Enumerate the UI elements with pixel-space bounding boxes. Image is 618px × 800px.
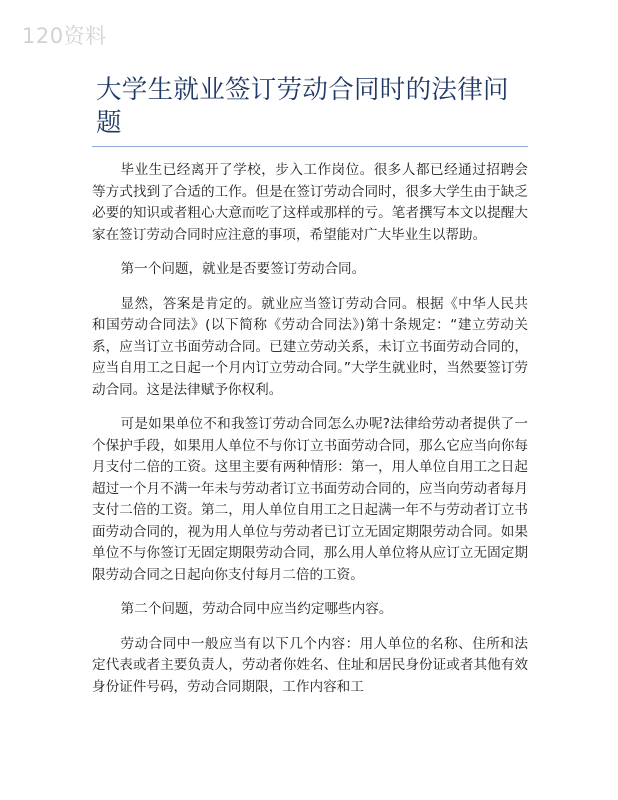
document-title: 大学生就业签订劳动合同时的法律问题 [92, 74, 528, 147]
paragraph-question-1: 第一个问题，就业是否要签订劳动合同。 [120, 261, 366, 277]
paragraph-question-2: 第二个问题，劳动合同中应当约定哪些内容。 [120, 601, 393, 617]
paragraph-answer-1: 显然，答案是肯定的。就业应当签订劳动合同。根据《中华人民共和国劳动合同法》(以下简称《劳动合同法》)第十条规定：“建立劳动关系，应当订立书面劳动合同。已建立劳动关系，未订立书面劳动合同的，应当自用工之日起一个月内订立劳动合同。”大学生就业时，当然要签订劳动合同。这是法律赋予你权利。 [92, 295, 528, 398]
paragraph-double-wage: 可是如果单位不和我签订劳动合同怎么办呢?法律给劳动者提供了一个保护手段，如果用人单位不与你订立书面劳动合同，那么它应当向你每月支付二倍的工资。这里主要有两种情形：第一，用人单位自用工之日起超过一个月不满一年未与劳动者订立书面劳动合同的，应当向劳动者每月支付二倍的工资。第二，用人单位自用工之日起满一年不与劳动者订立书面劳动合同的，视为用人单位与劳动者已订立无固定期限劳动合同。如果单位不与你签订无固定期限劳动合同，那么用人单位将从应订立无固定期限劳动合同之日起向你支付每月二倍的工资。 [92, 416, 528, 583]
document-body [92, 160, 528, 698]
paragraph-contract-contents: 劳动合同中一般应当有以下几个内容：用人单位的名称、住所和法定代表或者主要负责人，劳动者你姓名、住址和居民身份证或者其他有效身份证件号码，劳动合同期限，工作内容和工 [92, 635, 528, 695]
watermark-logo: 120资料 [22, 24, 107, 48]
paragraph-intro: 毕业生已经离开了学校，步入工作岗位。很多人都已经通过招聘会等方式找到了合适的工作。但是在签订劳动合同时，很多大学生由于缺乏必要的知识或者粗心大意而吃了这样或那样的亏。笔者撰写本文以提醒大家在签订劳动合同时应注意的事项，希望能对广大毕业生以帮助。 [92, 162, 528, 243]
document-page [92, 74, 528, 711]
